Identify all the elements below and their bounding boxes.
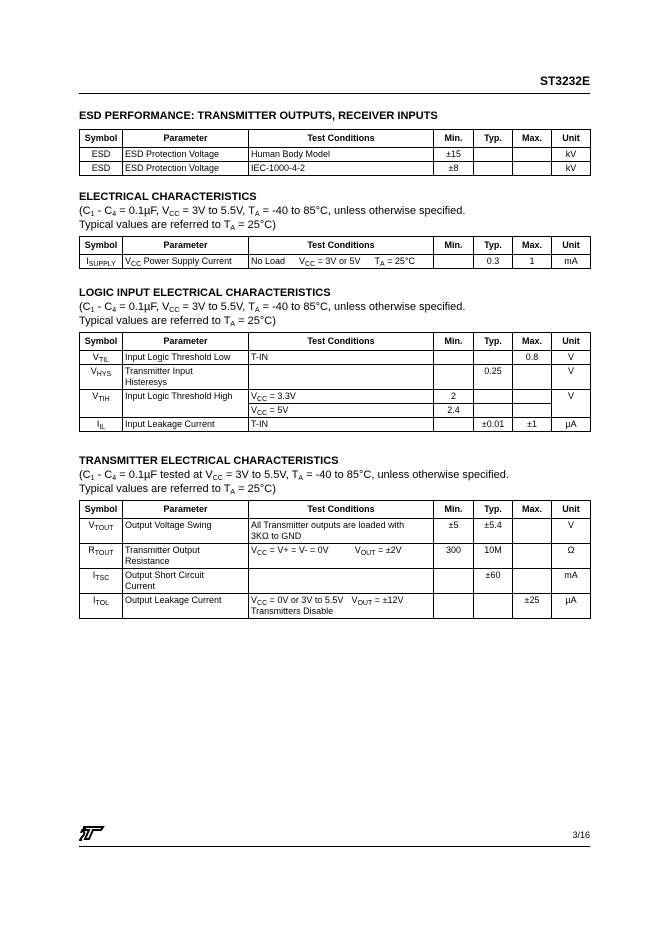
cell-min: 2.4 [434,404,474,418]
typical-note: Typical values are referred to $T_A = 25^\circ C$) [79,315,276,328]
cell-symbol: $R_{TOUT}$ [80,544,123,569]
cell-parameter: Transmitter Input Histeresys [123,365,249,390]
col-min: Min. [434,130,474,148]
cell-unit: V [552,365,591,390]
cell-conditions: $V_{CC} = 3.3V$ [249,390,434,404]
table-row [80,594,591,619]
cell-symbol: $V_{TIL}$ [80,351,123,365]
cell-parameter: Output Short Circuit Current [123,569,249,594]
cell-symbol: $I_{SUPPLY}$ [80,255,123,269]
col-typ: Typ. [474,237,513,255]
col-test-conditions: Test Conditions [249,501,434,519]
cell-max: ±1 [513,418,552,432]
table-row [80,255,591,269]
cell-typ [474,390,513,404]
conditions-note: ($C_1 - C_4 = 0.1\mu F$, $V_{CC} = 3V$ to 5.5V, $T_A = -40$ to 85°C, unless otherwise specified. [79,205,466,218]
typical-note: Typical values are referred to $T_A = 25^\circ C$) [79,219,276,232]
cell-typ: 0.25 [474,365,513,390]
cell-symbol: ESD [80,162,123,176]
cell-unit: kV [552,162,591,176]
table-header-row [80,501,591,519]
footer-divider [79,846,590,847]
cell-parameter: Output Leakage Current [123,594,249,619]
cell-max [513,519,552,544]
table-row [80,544,591,569]
cell-typ: ±60 [474,569,513,594]
table-row [80,569,591,594]
cell-conditions: All Transmitter outputs are loaded with 3KΩ to GND [249,519,434,544]
conditions-note: ($C_1 - C_4 = 0.1\mu F$ tested at $V_{CC} = 3V$ to 5.5V, $T_A = -40$ to 85°C, unless otherwise specified. [79,469,509,482]
cell-symbol: $V_{HYS}$ [80,365,123,390]
document-title: ST3232E [539,74,590,88]
table-header-row [80,333,591,351]
cell-max: ±25 [513,594,552,619]
cell-conditions: T-IN [249,351,434,365]
col-parameter: Parameter [123,333,249,351]
cell-conditions [249,365,434,390]
table-row [80,418,591,432]
col-max: Max. [513,130,552,148]
esd-section [79,110,590,176]
cell-unit: kV [552,148,591,162]
cell-typ: ±0.01 [474,418,513,432]
col-typ: Typ. [474,130,513,148]
col-parameter: Parameter [123,237,249,255]
col-test-conditions: Test Conditions [249,237,434,255]
col-unit: Unit [552,501,591,519]
cell-unit: V [552,351,591,365]
col-test-conditions: Test Conditions [249,130,434,148]
cell-symbol: ESD [80,148,123,162]
cell-min: ±8 [434,162,474,176]
typical-note: Typical values are referred to $T_A = 25^\circ C$) [79,483,276,496]
table-header-row [80,130,591,148]
section-title: TRANSMITTER ELECTRICAL CHARACTERISTICS [79,455,339,467]
cell-unit: mA [552,569,591,594]
cell-min [434,418,474,432]
cell-parameter: ESD Protection Voltage [123,162,249,176]
cell-symbol: $I_{TSC}$ [80,569,123,594]
section-title: ESD PERFORMANCE: TRANSMITTER OUTPUTS, RECEIVER INPUTS [79,110,438,122]
conditions-note: ($C_1 - C_4 = 0.1\mu F$, $V_{CC} = 3V$ to 5.5V, $T_A = -40$ to 85°C, unless otherwise specified. [79,301,466,314]
table-row [80,390,591,404]
cell-typ: 0.3 [474,255,513,269]
cell-parameter: Input Logic Threshold Low [123,351,249,365]
cell-parameter: Transmitter Output Resistance [123,544,249,569]
electrical-section [79,191,590,269]
transmitter-table [79,500,591,619]
col-max: Max. [513,501,552,519]
cell-parameter: Input Logic Threshold High [123,390,249,418]
logic-input-section [79,287,590,432]
cell-max [513,390,552,404]
cell-conditions: $V_{CC} = 0V$ or 3V to 5.5V $V_{OUT} = \pm 12V$ Transmitters Disable [249,594,434,619]
cell-unit: V [552,519,591,544]
table-row [80,162,591,176]
cell-min [434,569,474,594]
logic-input-table [79,332,591,432]
transmitter-section [79,455,590,619]
cell-unit: Ω [552,544,591,569]
col-min: Min. [434,237,474,255]
cell-conditions: $V_{CC} = 5V$ [249,404,434,418]
section-title: LOGIC INPUT ELECTRICAL CHARACTERISTICS [79,287,331,299]
cell-conditions: $V_{CC} = V+ = V- = 0V$ $V_{OUT} = \pm 2V$ [249,544,434,569]
col-unit: Unit [552,130,591,148]
cell-conditions: Human Body Model [249,148,434,162]
cell-parameter: Input Leakage Current [123,418,249,432]
cell-typ [474,351,513,365]
cell-max [513,404,552,418]
table-header-row [80,237,591,255]
cell-min [434,255,474,269]
col-min: Min. [434,333,474,351]
cell-unit: µA [552,594,591,619]
col-min: Min. [434,501,474,519]
col-unit: Unit [552,333,591,351]
cell-max [513,365,552,390]
header-divider [79,93,590,94]
cell-min: 2 [434,390,474,404]
cell-typ [474,594,513,619]
cell-parameter: ESD Protection Voltage [123,148,249,162]
cell-max: 0.8 [513,351,552,365]
esd-table [79,129,591,176]
section-title: ELECTRICAL CHARACTERISTICS [79,191,257,203]
cell-conditions: T-IN [249,418,434,432]
cell-typ: 10M [474,544,513,569]
cell-unit: V [552,390,591,418]
cell-conditions: No Load $V_{CC} = 3V$ or 5V $T_A = 25^\circ C$ [249,255,434,269]
table-row [80,519,591,544]
col-symbol: Symbol [80,501,123,519]
cell-conditions [249,569,434,594]
table-row [80,351,591,365]
cell-symbol: $I_{IL}$ [80,418,123,432]
cell-conditions: IEC-1000-4-2 [249,162,434,176]
col-symbol: Symbol [80,333,123,351]
electrical-table [79,236,591,269]
cell-unit: mA [552,255,591,269]
col-symbol: Symbol [80,237,123,255]
cell-typ: ±5.4 [474,519,513,544]
cell-max [513,569,552,594]
col-parameter: Parameter [123,501,249,519]
cell-symbol: $I_{TOL}$ [80,594,123,619]
table-row [80,365,591,390]
cell-symbol: $V_{TIH}$ [80,390,123,418]
cell-parameter: Output Voltage Swing [123,519,249,544]
col-symbol: Symbol [80,130,123,148]
cell-parameter: $V_{CC}$ Power Supply Current [123,255,249,269]
cell-unit: µA [552,418,591,432]
cell-min: 300 [434,544,474,569]
col-test-conditions: Test Conditions [249,333,434,351]
col-max: Max. [513,237,552,255]
cell-max [513,544,552,569]
cell-min [434,351,474,365]
cell-min: ±5 [434,519,474,544]
cell-typ [474,162,513,176]
cell-max: 1 [513,255,552,269]
page-number: 3/16 [572,830,590,840]
cell-min: ±15 [434,148,474,162]
table-row [80,148,591,162]
cell-max [513,148,552,162]
st-logo-icon [79,825,105,841]
col-unit: Unit [552,237,591,255]
cell-min [434,594,474,619]
col-max: Max. [513,333,552,351]
cell-typ [474,148,513,162]
col-parameter: Parameter [123,130,249,148]
cell-max [513,162,552,176]
cell-typ [474,404,513,418]
cell-symbol: $V_{TOUT}$ [80,519,123,544]
cell-min [434,365,474,390]
col-typ: Typ. [474,501,513,519]
col-typ: Typ. [474,333,513,351]
